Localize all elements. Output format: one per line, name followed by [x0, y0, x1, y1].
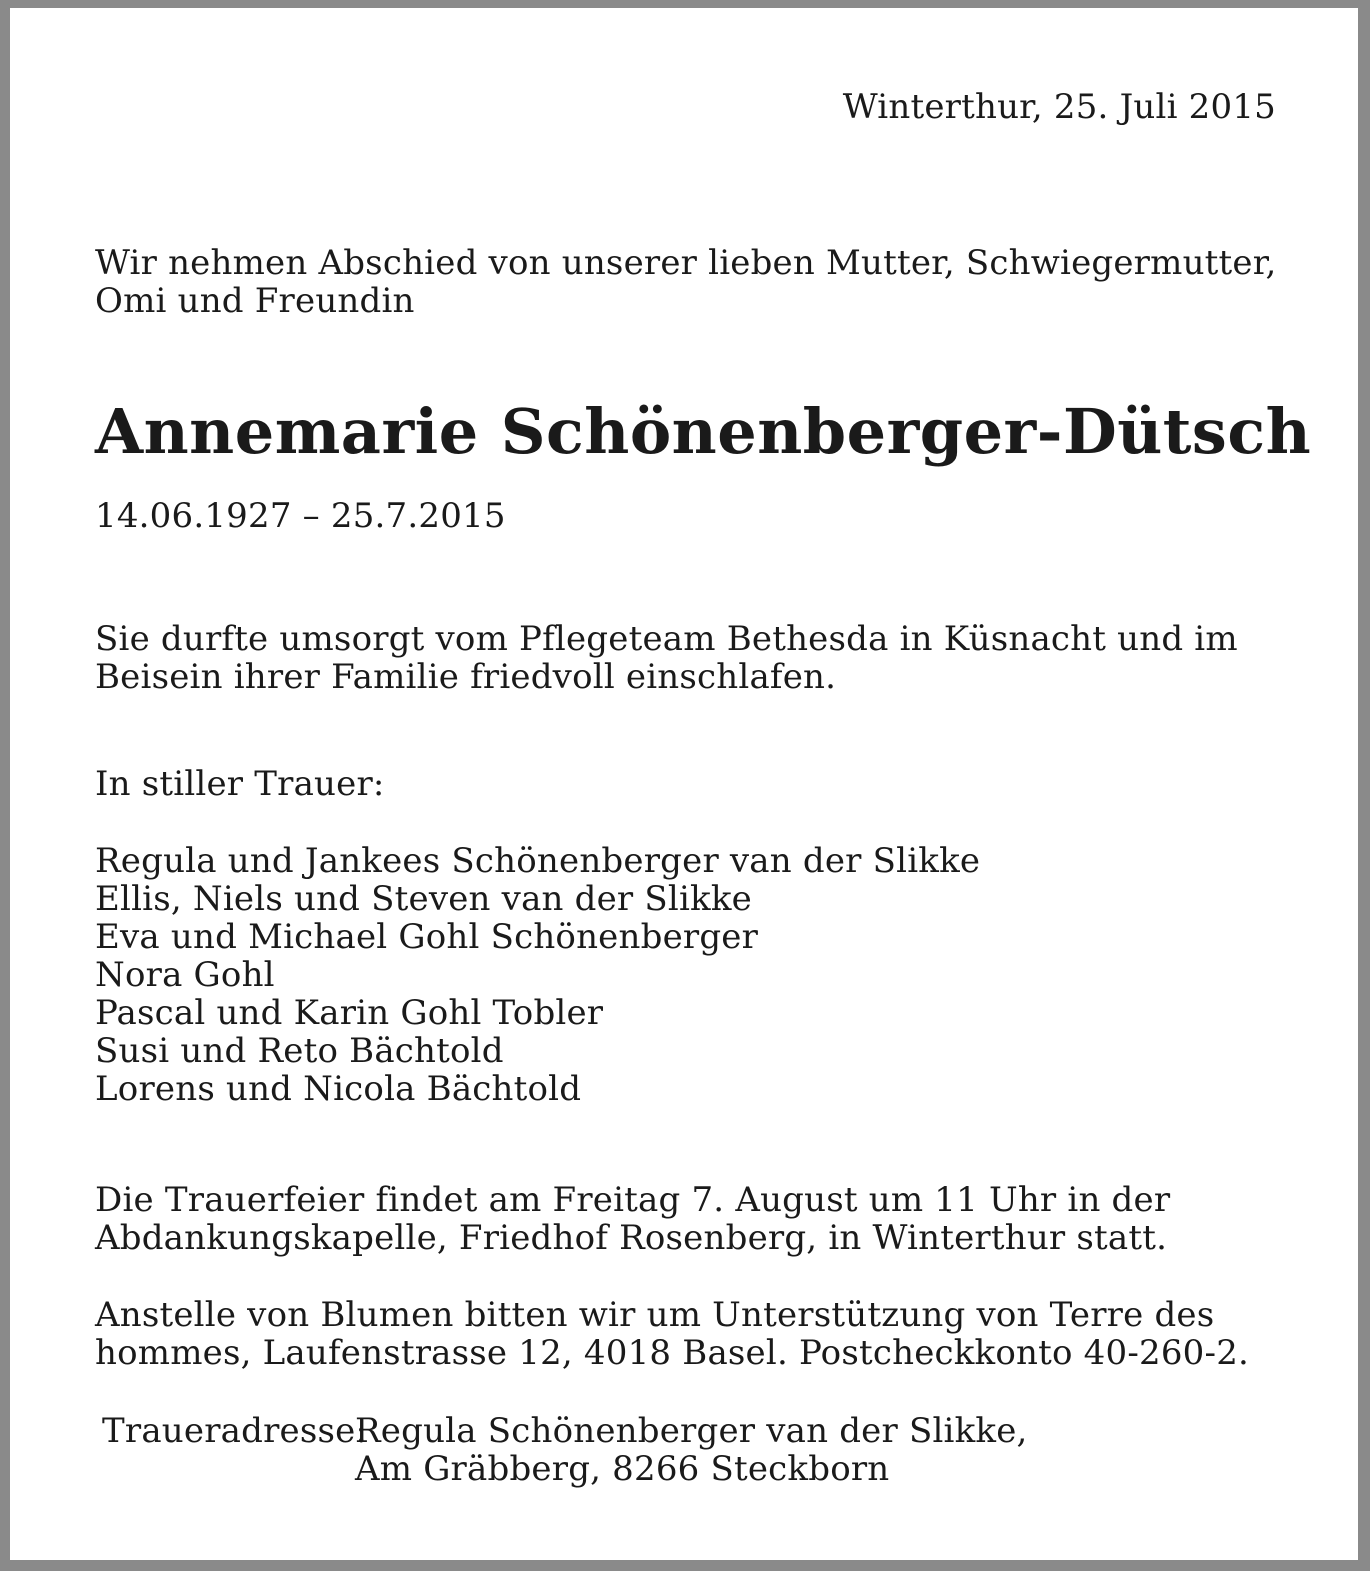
- donation-line: Anstelle von Blumen bitten wir um Unterstützung von Terre des: [95, 1295, 1215, 1335]
- mourner-entry: Pascal und Karin Gohl Tobler: [95, 993, 604, 1033]
- address-line: Regula Schönenberger van der Slikke,: [355, 1411, 1028, 1451]
- passing-text: [95, 620, 1238, 696]
- deceased-name: Annemarie Schönenberger-Dütsch: [95, 395, 1312, 468]
- ceremony-info: [95, 1181, 1170, 1257]
- mourners-list: [95, 842, 980, 1108]
- intro-line: Wir nehmen Abschied von unserer lieben Mutter, Schwiegermutter,: [95, 243, 1277, 283]
- lifespan-dates: 14.06.1927 – 25.7.2015: [95, 496, 506, 536]
- intro-text: [95, 244, 1276, 320]
- address-label: Traueradresse:: [102, 1411, 368, 1451]
- obituary-page: [10, 8, 1358, 1560]
- mourner-entry: Regula und Jankees Schönenberger van der Slikke: [95, 841, 981, 881]
- place-date: Winterthur, 25. Juli 2015: [842, 87, 1276, 127]
- mourning-label: In stiller Trauer:: [95, 764, 385, 804]
- mourner-entry: Eva und Michael Gohl Schönenberger: [95, 917, 759, 957]
- mourner-entry: Ellis, Niels und Steven van der Slikke: [95, 879, 752, 919]
- mourner-entry: Susi und Reto Bächtold: [95, 1031, 504, 1071]
- mourner-entry: Nora Gohl: [95, 955, 275, 995]
- donation-line: hommes, Laufenstrasse 12, 4018 Basel. Postcheckkonto 40-260-2.: [95, 1333, 1250, 1373]
- ceremony-line: Abdankungskapelle, Friedhof Rosenberg, in Winterthur statt.: [95, 1218, 1168, 1258]
- ceremony-line: Die Trauerfeier findet am Freitag 7. August um 11 Uhr in der: [95, 1180, 1171, 1220]
- donation-info: [95, 1296, 1249, 1372]
- intro-line: Omi und Freundin: [95, 281, 415, 321]
- address-line: Am Gräbberg, 8266 Steckborn: [355, 1449, 890, 1489]
- mourning-address: [355, 1412, 1028, 1488]
- passing-line: Beisein ihrer Familie friedvoll einschlafen.: [95, 657, 837, 697]
- passing-line: Sie durfte umsorgt vom Pflegeteam Bethesda in Küsnacht und im: [95, 619, 1238, 659]
- mourner-entry: Lorens und Nicola Bächtold: [95, 1069, 582, 1109]
